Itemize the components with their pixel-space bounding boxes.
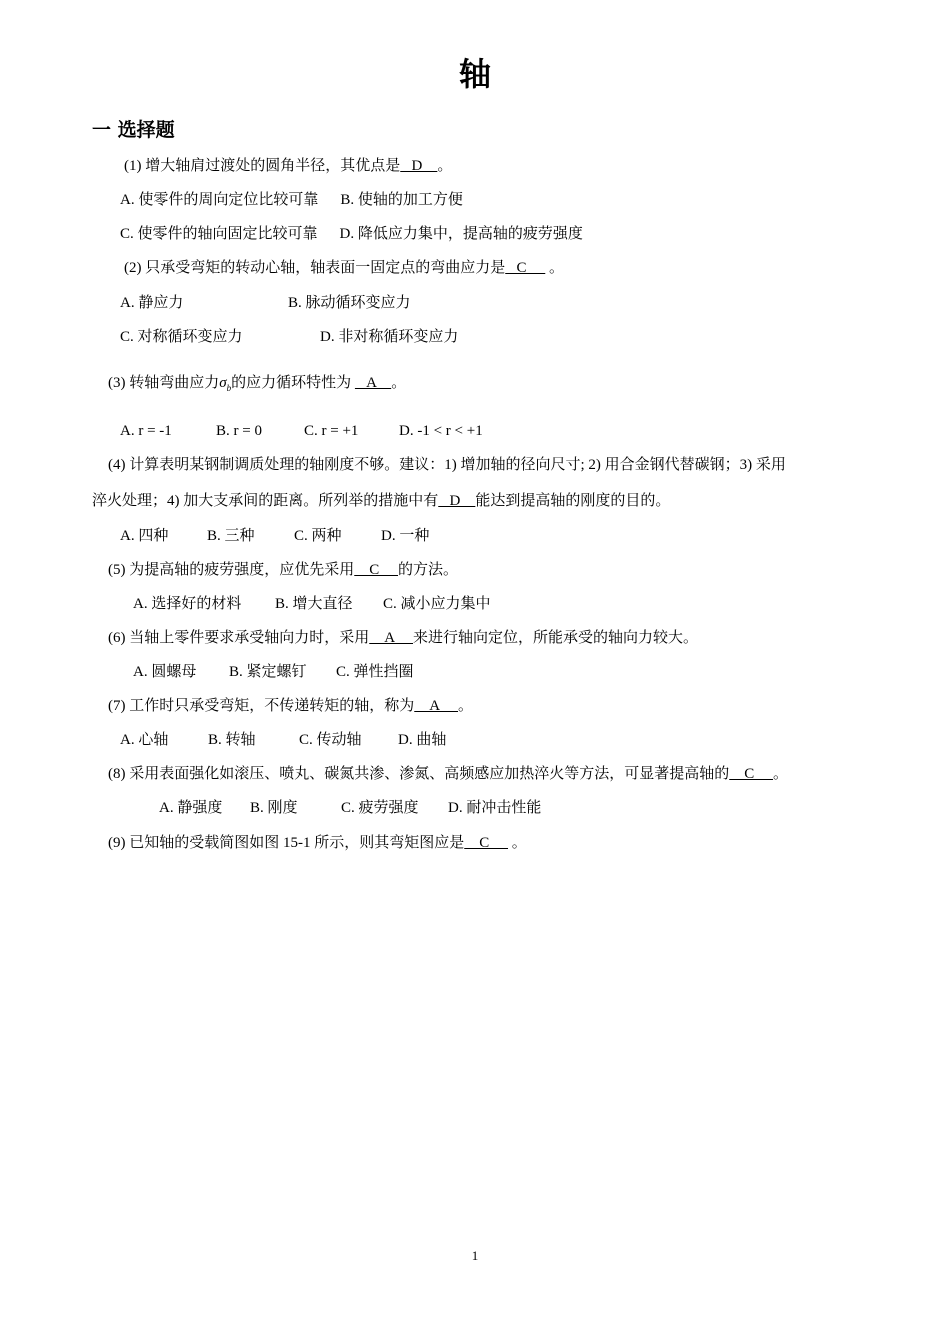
answer-blank: D [400, 158, 438, 174]
option-d: D. -1 < r < +1 [399, 423, 483, 439]
answer-blank: A [414, 698, 459, 714]
answer-blank: A [369, 630, 414, 646]
answer-blank: C [505, 260, 546, 276]
question-2 [124, 257, 564, 279]
sigma-symbol: $\sigma_b$ [219, 375, 232, 393]
question-stem: (8) 采用表面强化如滚压、喷丸、碳氮共渗、渗氮、高频感应加热淬火等方法，可显著提高轴的 [108, 766, 730, 782]
question-8 [108, 763, 788, 785]
option-a: A. 静应力 [120, 295, 184, 311]
question-4-line-1: (4) 计算表明某钢制调质处理的轴刚度不够。建议：1) 增加轴的径向尺寸; 2) 用合金钢代替碳钢；3) 采用 [108, 457, 786, 473]
question-stem: (7) 工作时只承受弯矩，不传递转矩的轴，称为 [108, 698, 415, 714]
option-b: B. 紧定螺钉 [229, 664, 307, 680]
question-stem: (2) 只承受弯矩的转动心轴，轴表面一固定点的弯曲应力是 [124, 260, 506, 276]
answer-blank: C [354, 562, 399, 578]
option-c: C. 对称循环变应力 [120, 329, 243, 345]
question-9 [108, 832, 527, 854]
option-b: B. 刚度 [250, 800, 298, 816]
question-end: 。 [437, 158, 453, 174]
question-end: 的方法。 [398, 562, 459, 578]
option-c: C. 使零件的轴向固定比较可靠 [120, 226, 318, 242]
question-end: 。 [508, 835, 527, 851]
option-a: A. 心轴 [120, 732, 169, 748]
question-6 [108, 627, 698, 649]
option-d: D. 一种 [381, 528, 430, 544]
section-heading: 一 选择题 [92, 119, 175, 141]
answer-blank: D [438, 493, 476, 509]
answer-blank: C [729, 766, 774, 782]
option-b: B. 增大直径 [275, 596, 353, 612]
question-7 [108, 695, 473, 717]
question-stem: (3) 转轴弯曲应力 [108, 375, 220, 391]
answer-blank: C [464, 835, 509, 851]
question-end: 来进行轴向定位，所能承受的轴向力较大。 [413, 630, 699, 646]
question-end: 。 [545, 260, 565, 276]
option-c: C. 传动轴 [299, 732, 362, 748]
option-c: C. r = +1 [304, 423, 359, 439]
option-d: D. 曲轴 [398, 732, 447, 748]
option-d: D. 降低应力集中，提高轴的疲劳强度 [339, 226, 583, 242]
option-a: A. 使零件的周向定位比较可靠 [120, 192, 319, 208]
options-row [120, 189, 463, 211]
question-4-line-2 [92, 490, 670, 512]
answer-blank: A [354, 375, 392, 391]
question-stem: (9) 已知轴的受载简图如图 15-1 所示，则其弯矩图应是 [108, 835, 465, 851]
option-a: A. 静强度 [159, 800, 223, 816]
option-b: B. 脉动循环变应力 [288, 295, 411, 311]
option-a: A. 选择好的材料 [133, 596, 242, 612]
option-c: C. 弹性挡圈 [336, 664, 414, 680]
option-a: A. 四种 [120, 528, 169, 544]
question-stem: 淬火处理；4) 加大支承间的距离。所列举的措施中有 [92, 493, 439, 509]
question-end: 能达到提高轴的刚度的目的。 [475, 493, 671, 509]
option-b: B. 三种 [207, 528, 255, 544]
question-1 [124, 155, 452, 177]
option-c: C. 减小应力集中 [383, 596, 491, 612]
option-b: B. r = 0 [216, 423, 262, 439]
question-end: 。 [458, 698, 474, 714]
option-c: C. 疲劳强度 [341, 800, 419, 816]
question-stem: (1) 增大轴肩过渡处的圆角半径，其优点是 [124, 158, 401, 174]
option-a: A. r = -1 [120, 423, 172, 439]
options-row [120, 223, 583, 245]
question-end: 。 [391, 375, 407, 391]
option-b: B. 使轴的加工方便 [340, 192, 463, 208]
page-number: 1 [471, 1248, 479, 1263]
option-c: C. 两种 [294, 528, 342, 544]
option-a: A. 圆螺母 [133, 664, 197, 680]
question-5 [108, 559, 458, 581]
question-stem: (6) 当轴上零件要求承受轴向力时，采用 [108, 630, 370, 646]
question-stem-cont: 的应力循环特性为 [231, 375, 355, 391]
option-b: B. 转轴 [208, 732, 256, 748]
document-title: 轴 [458, 55, 491, 93]
question-stem: (5) 为提高轴的疲劳强度，应优先采用 [108, 562, 355, 578]
question-end: 。 [773, 766, 789, 782]
option-d: D. 非对称循环变应力 [320, 329, 459, 345]
option-d: D. 耐冲击性能 [448, 800, 542, 816]
question-3 [108, 372, 406, 399]
